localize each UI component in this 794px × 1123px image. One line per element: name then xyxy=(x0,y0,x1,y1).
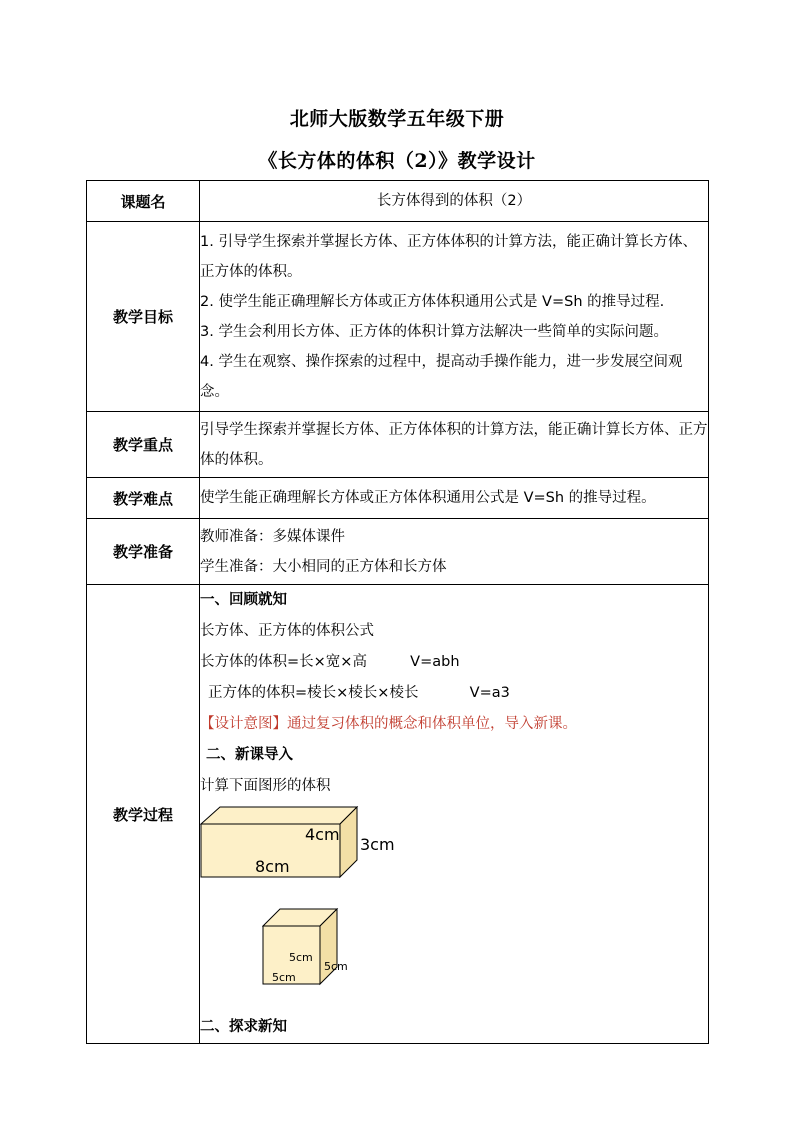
cuboid-formula-line xyxy=(200,647,708,678)
cuboid-symbol: V=abh xyxy=(410,654,460,670)
cube-symbol: V=a3 xyxy=(469,685,510,701)
row-difficulty xyxy=(87,478,709,519)
cuboid-height-label: 4cm xyxy=(305,825,340,844)
difficulty-value: 使学生能正确理解长方体或正方体体积通用公式是 V=Sh 的推导过程。 xyxy=(200,478,709,519)
cube-formula: 正方体的体积=棱长×棱长×棱长 xyxy=(208,685,419,701)
cuboid-top-face xyxy=(201,807,357,824)
goal-item-3: 3. 学生会利用长方体、正方体的体积计算方法解决一些简单的实际问题。 xyxy=(200,323,668,340)
goal-item-4: 4. 学生在观察、操作探索的过程中，提高动手操作能力，进一步发展空间观念。 xyxy=(200,353,683,400)
cube-side-label: 5cm xyxy=(324,960,348,973)
difficulty-label: 教学难点 xyxy=(87,478,200,519)
row-topic xyxy=(87,181,709,222)
student-preparation: 学生准备：大小相同的正方体和长方体 xyxy=(200,558,447,575)
section-explore: 二、探求新知 xyxy=(200,1019,287,1035)
goals-label: 教学目标 xyxy=(87,222,200,412)
cuboid-length-label: 8cm xyxy=(255,857,290,876)
topic-label: 课题名 xyxy=(87,181,200,222)
goals-content xyxy=(200,222,709,412)
row-process xyxy=(87,585,709,1044)
preparation-label: 教学准备 xyxy=(87,519,200,585)
task-text: 计算下面图形的体积 xyxy=(200,778,331,794)
row-goals xyxy=(87,222,709,412)
goal-item-2: 2. 使学生能正确理解长方体或正方体体积通用公式是 V=Sh 的推导过程. xyxy=(200,293,665,310)
section-review: 一、回顾就知 xyxy=(200,592,287,608)
section-intro: 二、新课导入 xyxy=(206,747,293,763)
cuboid-width-label: 3cm xyxy=(360,835,395,854)
cuboid-formula: 长方体的体积=长×宽×高 xyxy=(200,654,367,670)
lesson-title: 《长方体的体积（2）》教学设计 xyxy=(258,150,536,172)
topic-value: 长方体得到的体积（2） xyxy=(200,181,709,222)
document-title: 北师大版数学五年级下册 xyxy=(289,108,505,130)
design-intent-text: 通过复习体积的概念和体积单位，导入新课。 xyxy=(287,716,577,732)
process-label: 教学过程 xyxy=(87,585,200,1044)
design-intent-tag: 【设计意图】 xyxy=(200,716,287,732)
cube-front-label: 5cm xyxy=(289,951,313,964)
lesson-plan-table xyxy=(86,180,709,1044)
teacher-preparation: 教师准备：多媒体课件 xyxy=(200,528,345,545)
cube-bottom-label: 5cm xyxy=(272,971,296,984)
cube-formula-line xyxy=(200,678,708,709)
design-intent xyxy=(200,709,708,740)
row-preparation xyxy=(87,519,709,585)
row-key-point xyxy=(87,412,709,478)
goal-item-1: 1. 引导学生探索并掌握长方体、正方体体积的计算方法，能正确计算长方体、正方体的体积。 xyxy=(200,233,697,280)
process-content xyxy=(200,585,709,1044)
figures-area xyxy=(200,802,708,1012)
preparation-content xyxy=(200,519,709,585)
key-point-value: 引导学生探索并掌握长方体、正方体体积的计算方法，能正确计算长方体、正方体的体积。 xyxy=(200,412,709,478)
key-point-label: 教学重点 xyxy=(87,412,200,478)
formula-intro: 长方体、正方体的体积公式 xyxy=(200,623,374,639)
